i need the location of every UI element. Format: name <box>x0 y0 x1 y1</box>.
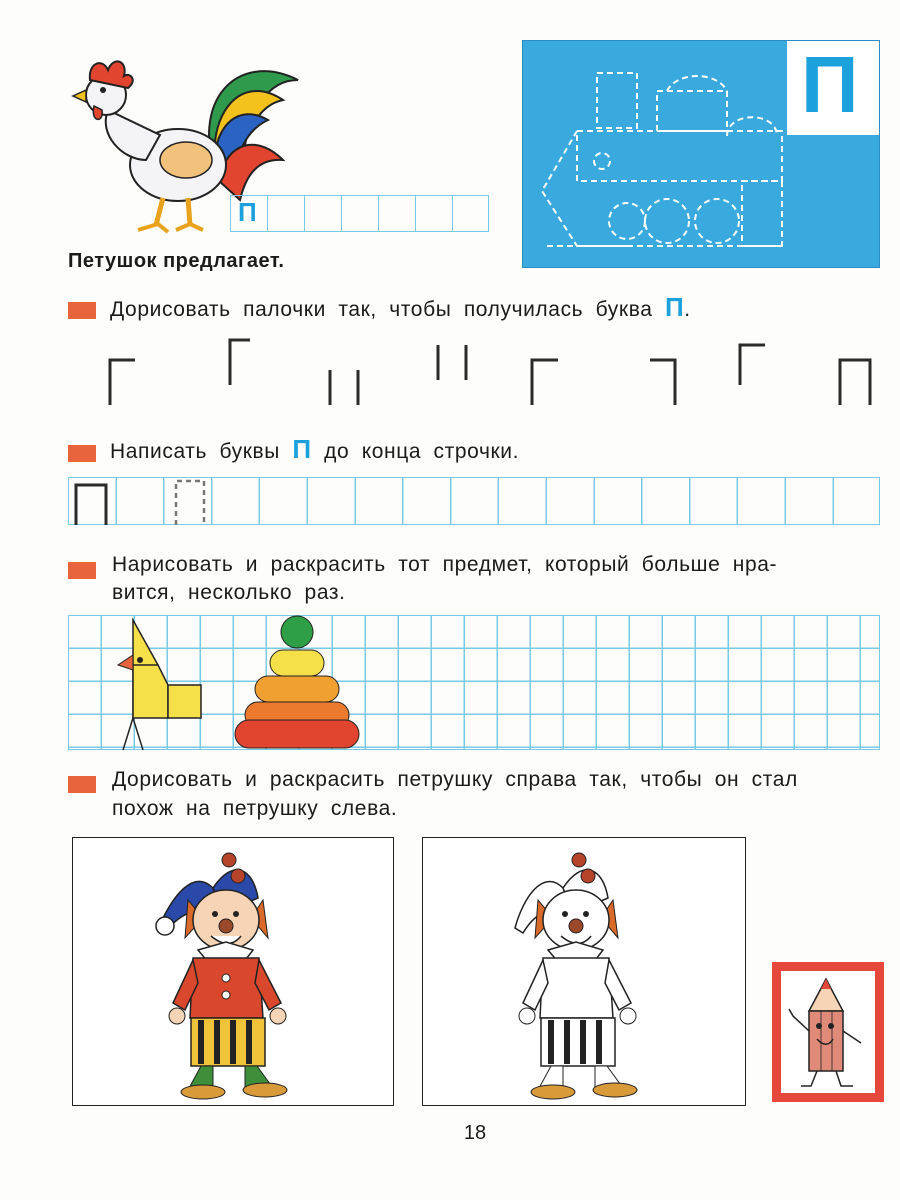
task-4-line1: Дорисовать и раскрасить петрушку справа так, чтобы он стал <box>112 768 798 791</box>
letter-cell[interactable] <box>267 195 304 232</box>
letter-cells-top[interactable] <box>230 195 489 232</box>
task-4-line2: похож на петрушку слева. <box>112 797 398 820</box>
task-2-after: до конца строчки. <box>324 440 520 463</box>
clown-colored <box>73 838 393 1105</box>
letter-cell[interactable] <box>304 195 341 232</box>
task-2-before: Написать буквы <box>110 440 280 463</box>
task-1-before: Дорисовать палочки так, чтобы получилась буква <box>110 298 653 321</box>
task-1-text <box>110 293 691 324</box>
clown-box-left <box>72 837 394 1106</box>
letter-card <box>787 41 879 135</box>
train-panel <box>522 40 880 268</box>
letter-cell[interactable] <box>378 195 415 232</box>
letter-cell[interactable] <box>452 195 489 232</box>
stick-fragments[interactable] <box>100 335 900 415</box>
pyramid-toy <box>230 612 360 752</box>
task-1-after: . <box>684 298 691 321</box>
letter-cell[interactable] <box>230 195 267 232</box>
task-3-line1: Нарисовать и раскрасить тот предмет, который больше нра- <box>112 553 778 576</box>
task-3-line2: вится, несколько раз. <box>112 581 346 604</box>
task-2-text <box>110 435 519 466</box>
page-number: 18 <box>463 1122 487 1144</box>
sample-letter <box>68 477 188 527</box>
task-bullet <box>68 445 96 462</box>
task-bullet <box>68 562 96 579</box>
task-1-letter: П <box>664 292 685 322</box>
page-heading: Петушок предлагает. <box>68 250 285 272</box>
task-2-letter: П <box>292 434 312 464</box>
bird-figure <box>88 615 208 755</box>
clown-uncolored <box>423 838 745 1105</box>
cell-letter: П <box>238 197 257 227</box>
pencil-character <box>781 971 875 1093</box>
pencil-frame <box>772 962 884 1102</box>
train-dotted-picture <box>537 61 797 261</box>
task-bullet <box>68 776 96 793</box>
writing-row[interactable] <box>68 477 880 525</box>
letter-cell[interactable] <box>415 195 452 232</box>
clown-box-right[interactable] <box>422 837 746 1106</box>
task-bullet <box>68 302 96 319</box>
letter-cell[interactable] <box>341 195 378 232</box>
big-letter: П <box>801 40 859 129</box>
